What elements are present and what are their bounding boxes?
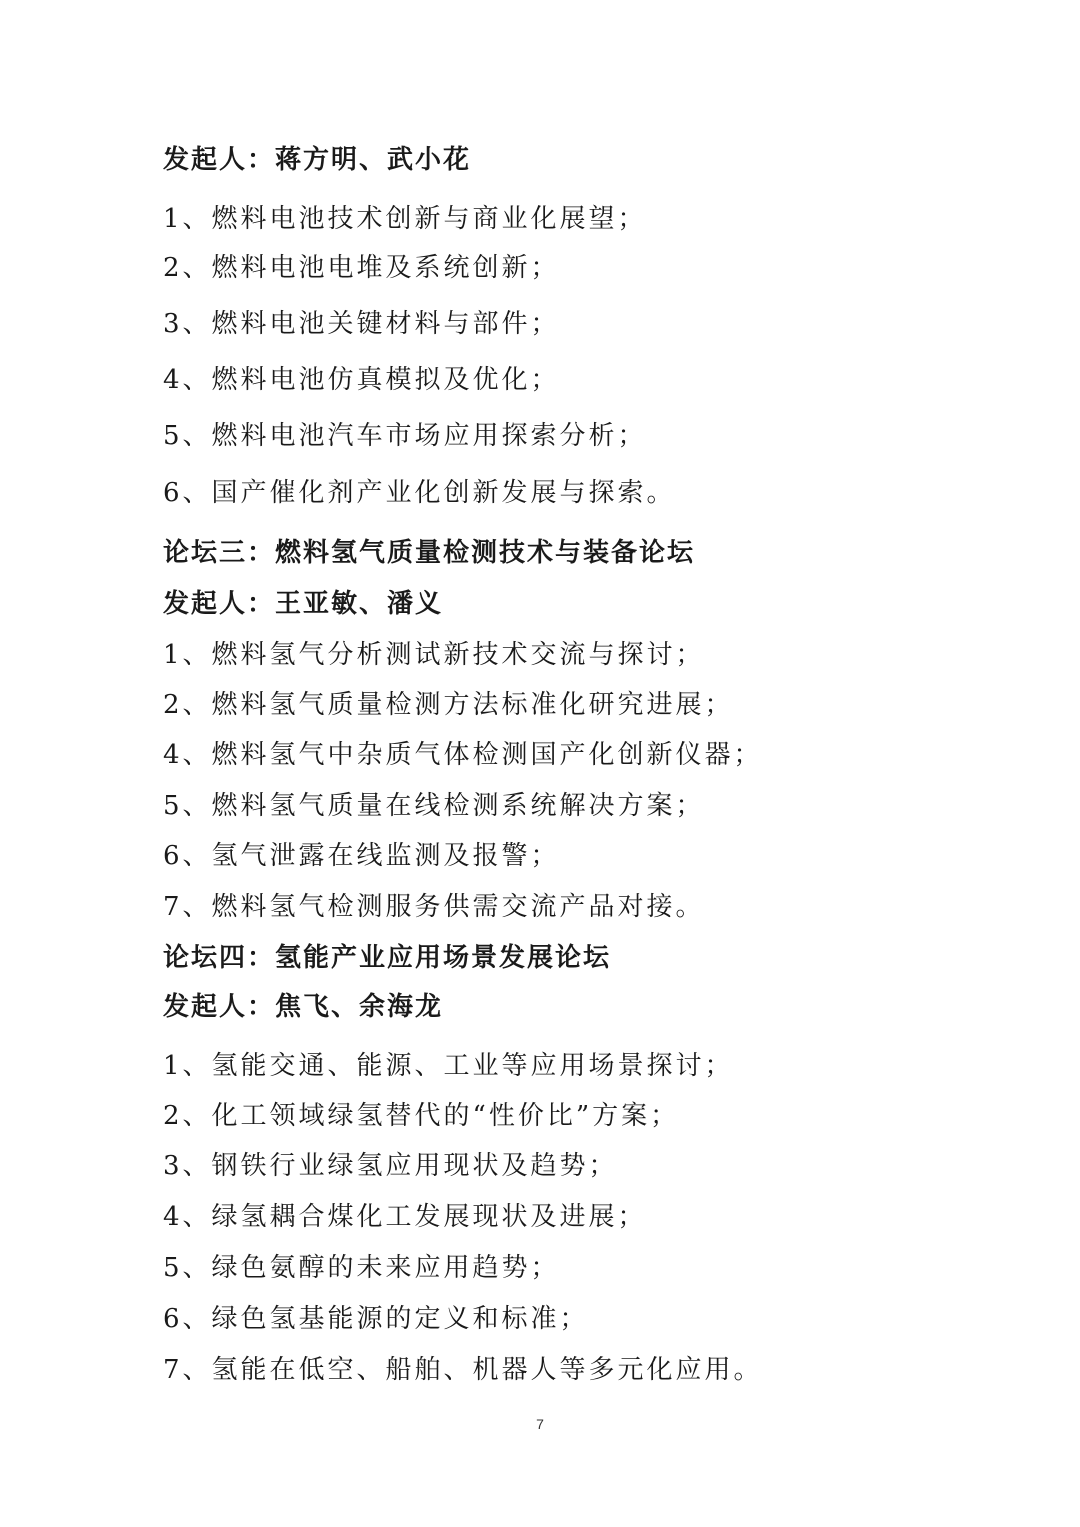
list-item: 6、绿色氢基能源的定义和标准； (163, 1304, 589, 1334)
initiator-heading: 发起人：蒋方明、武小花 (163, 145, 472, 175)
list-item: 2、燃料氢气质量检测方法标准化研究进展； (163, 690, 734, 720)
list-item: 3、燃料电池关键材料与部件； (163, 309, 560, 339)
list-item: 4、燃料氢气中杂质气体检测国产化创新仪器； (163, 740, 763, 770)
list-item: 4、绿氢耦合煤化工发展现状及进展； (163, 1202, 647, 1232)
initiator-heading: 发起人：焦飞、余海龙 (163, 992, 444, 1022)
list-item: 5、燃料氢气质量在线检测系统解决方案； (163, 791, 705, 821)
list-item: 6、国产催化剂产业化创新发展与探索。 (163, 478, 676, 508)
list-item: 3、钢铁行业绿氢应用现状及趋势； (163, 1151, 618, 1181)
list-item: 4、燃料电池仿真模拟及优化； (163, 365, 560, 395)
list-item: 5、燃料电池汽车市场应用探索分析； (163, 421, 647, 451)
list-item: 7、燃料氢气检测服务供需交流产品对接。 (163, 892, 705, 922)
page-number: 7 (536, 1416, 544, 1432)
list-item: 1、燃料氢气分析测试新技术交流与探讨； (163, 640, 705, 670)
list-item: 2、化工领域绿氢替代的“性价比”方案； (163, 1101, 680, 1131)
list-item: 6、氢气泄露在线监测及报警； (163, 841, 560, 871)
initiator-heading: 发起人：王亚敏、潘义 (163, 589, 444, 619)
forum-heading: 论坛三：燃料氢气质量检测技术与装备论坛 (163, 538, 696, 568)
list-item: 2、燃料电池电堆及系统创新； (163, 253, 560, 283)
list-item: 1、氢能交通、能源、工业等应用场景探讨； (163, 1051, 734, 1081)
list-item: 5、绿色氨醇的未来应用趋势； (163, 1253, 560, 1283)
forum-heading: 论坛四：氢能产业应用场景发展论坛 (163, 943, 612, 973)
list-item: 7、氢能在低空、船舶、机器人等多元化应用。 (163, 1355, 763, 1385)
list-item: 1、燃料电池技术创新与商业化展望； (163, 204, 647, 234)
